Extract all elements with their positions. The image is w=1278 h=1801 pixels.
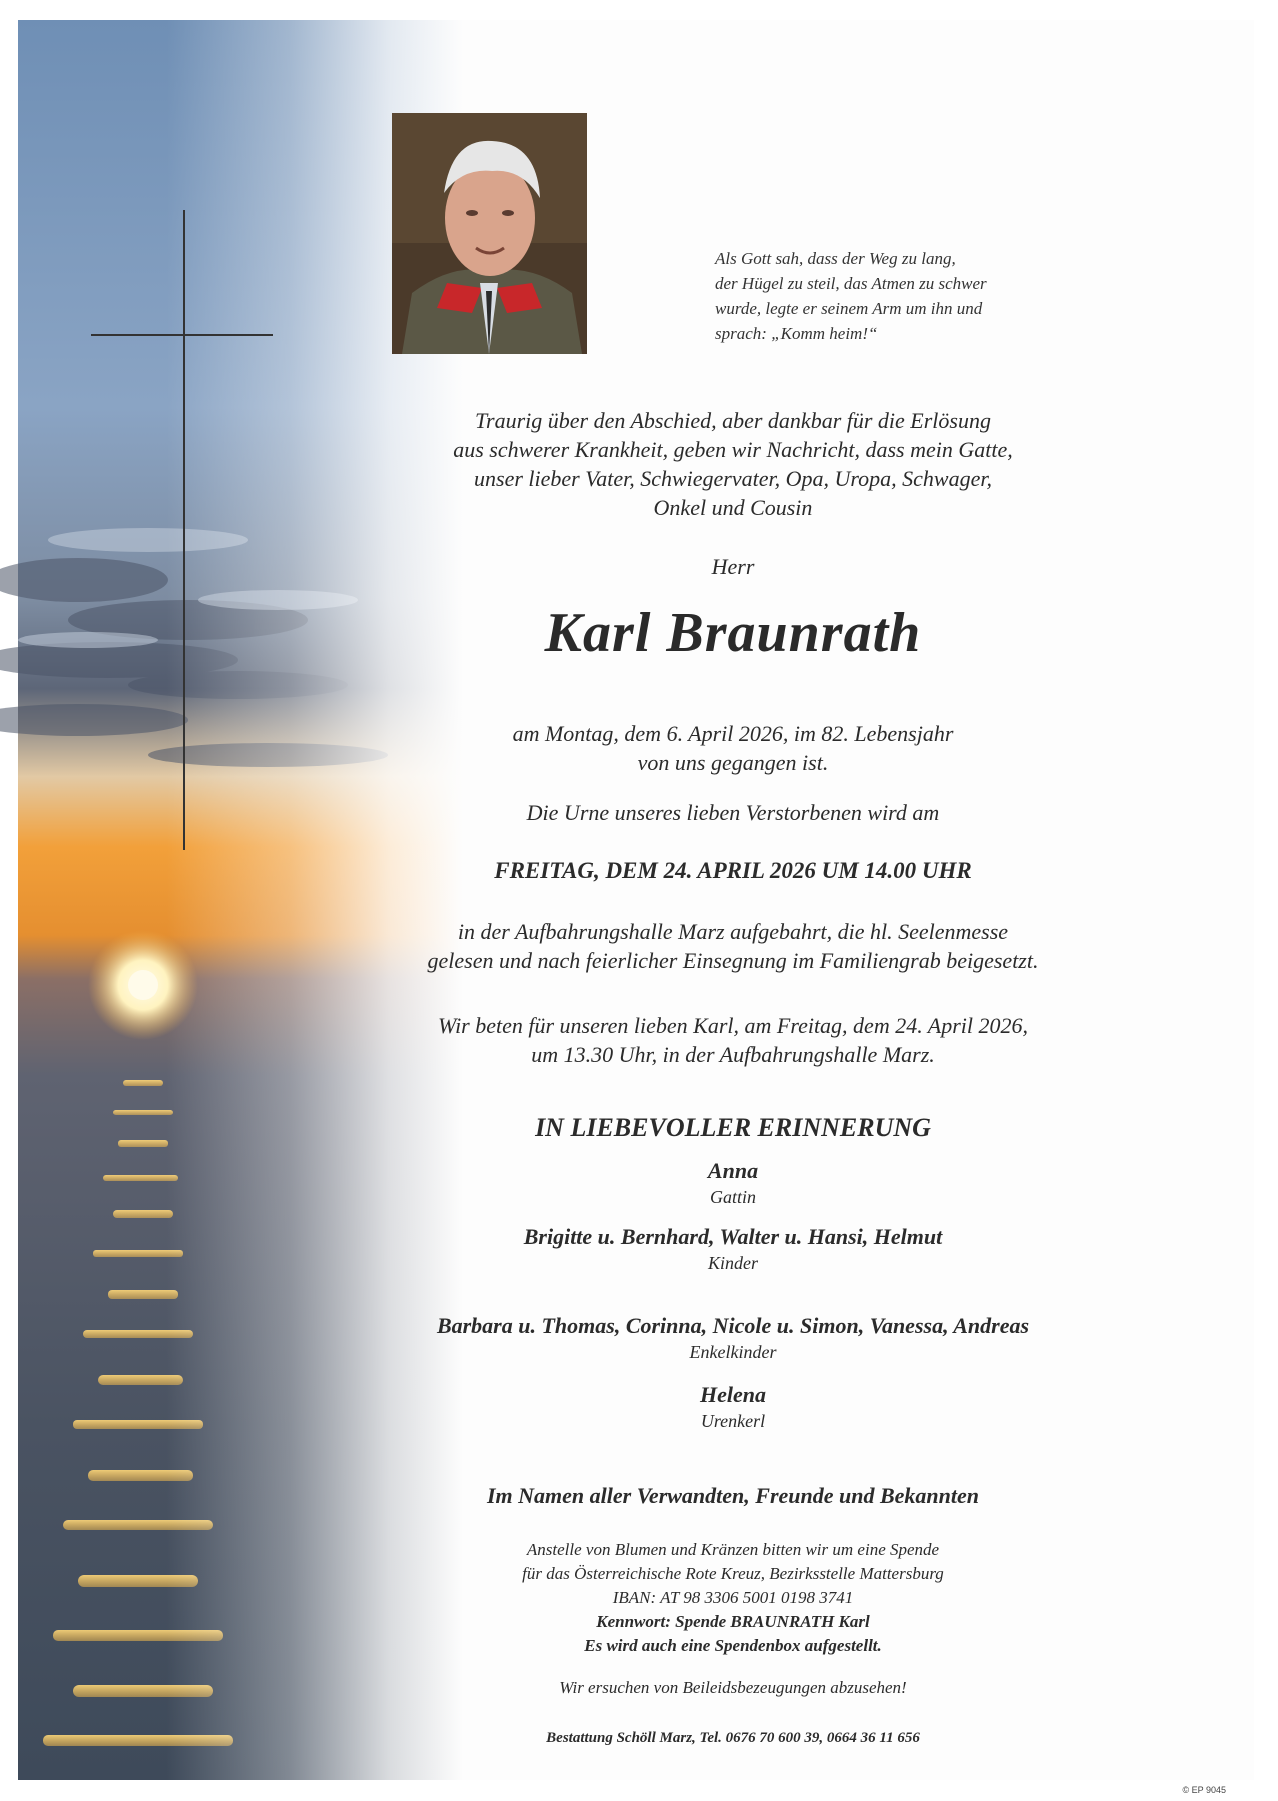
- family-names: Anna: [707, 1158, 759, 1183]
- donation-block: [298, 1538, 1168, 1658]
- donation-box-note: Es wird auch eine Spendenbox aufgestellt.: [584, 1636, 882, 1655]
- family-group-grandchildren: [298, 1313, 1168, 1363]
- on-behalf-line: Im Namen aller Verwandten, Freunde und Bekannten: [486, 1483, 980, 1508]
- family-names: Helena: [700, 1382, 766, 1407]
- family-relation: Gattin: [709, 1187, 756, 1207]
- death-date-text: am Montag, dem 6. April 2026, im 82. Lebensjahr von uns gegangen ist.: [512, 721, 954, 775]
- family-group-spouse: [298, 1158, 1168, 1208]
- salutation: Herr: [711, 554, 755, 579]
- family-names: Brigitte u. Bernhard, Walter u. Hansi, Helmut: [523, 1224, 943, 1249]
- ceremony-date: FREITAG, DEM 24. APRIL 2026 UM 14.00 UHR: [494, 858, 972, 883]
- family-names: Barbara u. Thomas, Corinna, Nicole u. Simon, Vanessa, Andreas: [436, 1313, 1030, 1338]
- donation-line-2: für das Österreichische Rote Kreuz, Bezirksstelle Mattersburg: [522, 1564, 944, 1583]
- family-relation: Kinder: [707, 1253, 758, 1273]
- family-group-children: [298, 1224, 1168, 1274]
- announcement-intro: Traurig über den Abschied, aber dankbar für die Erlösung aus schwerer Krankheit, geben wir Nachricht, dass mein Gatte, unser lieber Vater, Schwiegervater, Opa, Uropa, Schwager, Onkel und Cousin: [453, 408, 1013, 520]
- memory-heading: IN LIEBEVOLLER ERINNERUNG: [535, 1113, 931, 1142]
- memorial-quote: Als Gott sah, dass der Weg zu lang, der Hügel zu steil, das Atmen zu schwer wurde, legte er seinem Arm um ihn und sprach: „Komm heim!“: [715, 249, 987, 343]
- donation-iban: IBAN: AT 98 3306 5001 0198 3741: [612, 1588, 854, 1607]
- prayer-text: Wir beten für unseren lieben Karl, am Freitag, dem 24. April 2026, um 13.30 Uhr, in der Aufbahrungshalle Marz.: [437, 1013, 1029, 1067]
- urn-text: Die Urne unseres lieben Verstorbenen wird am: [526, 800, 940, 825]
- family-group-great-grandchildren: [298, 1382, 1168, 1432]
- donation-keyword: Kennwort: Spende BRAUNRATH Karl: [596, 1612, 870, 1631]
- donation-line-1: Anstelle von Blumen und Kränzen bitten wir um eine Spende: [526, 1540, 940, 1559]
- deceased-name: Karl Braunrath: [544, 602, 922, 664]
- condolence-note: Wir ersuchen von Beileidsbezeugungen abzusehen!: [559, 1678, 907, 1697]
- family-relation: Urenkerl: [700, 1411, 766, 1431]
- family-relation: Enkelkinder: [689, 1342, 777, 1362]
- ceremony-place: in der Aufbahrungshalle Marz aufgebahrt, die hl. Seelenmesse gelesen und nach feierlicher Einsegnung im Familiengrab beigesetzt.: [427, 919, 1039, 973]
- template-code: © EP 9045: [1182, 1785, 1226, 1795]
- cross-vertical-bar: [183, 210, 185, 850]
- cross-horizontal-bar: [91, 334, 273, 336]
- portrait-photo: [392, 113, 587, 354]
- undertaker-contact: Bestattung Schöll Marz, Tel. 0676 70 600 39, 0664 36 11 656: [546, 1730, 920, 1746]
- obituary-sheet: [18, 20, 1254, 1795]
